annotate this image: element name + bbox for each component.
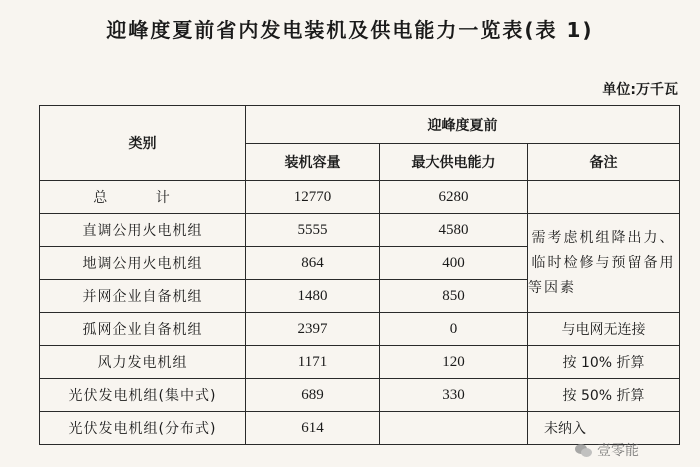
table-title: 迎峰度夏前省内发电装机及供电能力一览表(表 1) [106,18,594,42]
table-row [40,313,680,346]
row-max-supply [380,412,528,445]
header-category: 类别 [40,106,246,181]
watermark-text: 壹零能 [597,443,639,459]
header-group: 迎峰度夏前 [246,106,680,144]
row-note: 与电网无连接 [528,313,680,346]
table-row [40,214,680,247]
row-note: 按 10% 折算 [528,346,680,379]
row-note: 未纳入 [528,412,680,445]
row-note: 按 50% 折算 [528,379,680,412]
row-capacity: 2397 [246,313,380,346]
row-category: 光伏发电机组(分布式) [40,412,246,445]
header-capacity: 装机容量 [246,144,380,181]
watermark [575,440,639,460]
row-capacity: 689 [246,379,380,412]
header-row-1 [40,106,680,144]
row-max-supply: 4580 [380,214,528,247]
row-category: 直调公用火电机组 [40,214,246,247]
row-category: 孤网企业自备机组 [40,313,246,346]
wechat-icon [575,443,593,458]
row-max-supply: 400 [380,247,528,280]
table-row [40,346,680,379]
row-note-empty [528,181,680,214]
table-row [40,379,680,412]
row-capacity: 1171 [246,346,380,379]
row-capacity: 1480 [246,280,380,313]
capacity-table [39,105,680,445]
row-capacity: 12770 [246,181,380,214]
row-max-supply: 6280 [380,181,528,214]
row-max-supply: 850 [380,280,528,313]
unit-label: 单位:万千瓦 [602,82,678,98]
row-category: 风力发电机组 [40,346,246,379]
row-capacity: 864 [246,247,380,280]
row-max-supply: 0 [380,313,528,346]
row-note-merged: 需考虑机组降出力、临时检修与预留备用等因素 [528,214,680,313]
row-max-supply: 330 [380,379,528,412]
row-category: 总 计 [40,181,246,214]
row-category: 并网企业自备机组 [40,280,246,313]
row-max-supply: 120 [380,346,528,379]
row-capacity: 5555 [246,214,380,247]
row-category: 光伏发电机组(集中式) [40,379,246,412]
header-max-supply: 最大供电能力 [380,144,528,181]
row-category: 地调公用火电机组 [40,247,246,280]
row-capacity: 614 [246,412,380,445]
table-row [40,181,680,214]
header-note: 备注 [528,144,680,181]
